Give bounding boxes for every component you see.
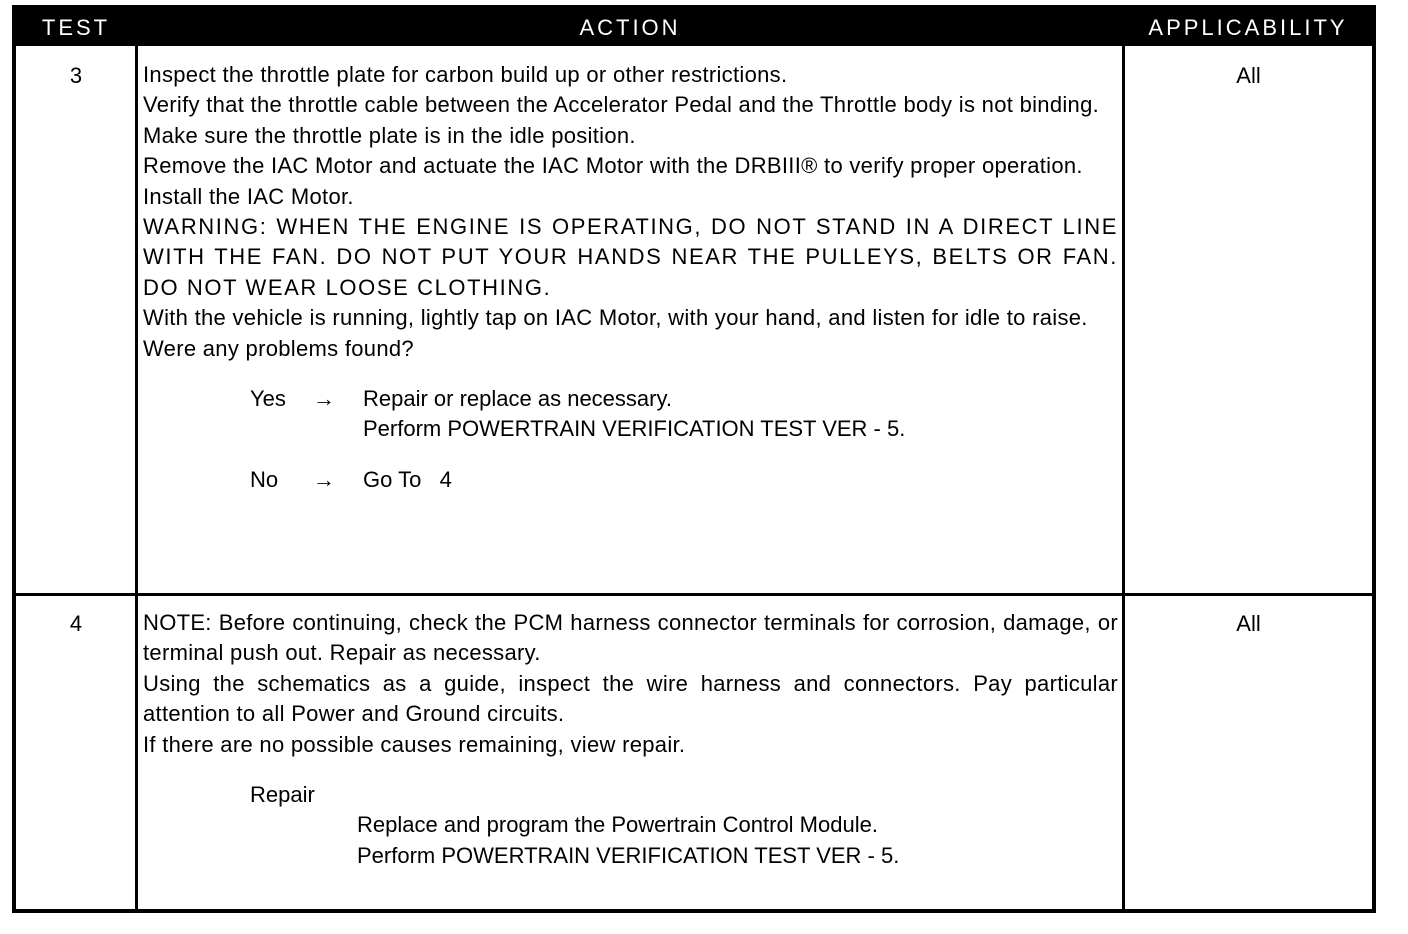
repair-label: Repair bbox=[250, 782, 315, 808]
right-arrow-icon: → bbox=[313, 466, 335, 492]
action-paragraph: With the vehicle is running, lightly tap on IAC Motor, with your hand, and listen for idle to raise. bbox=[143, 305, 1088, 331]
goto-link[interactable]: Go To 4 bbox=[363, 466, 452, 492]
yes-response bbox=[143, 384, 1118, 414]
action-paragraph: Inspect the throttle plate for carbon build up or other restrictions. bbox=[143, 62, 788, 87]
yes-action-line: Perform POWERTRAIN VERIFICATION TEST VER - 5. bbox=[363, 416, 906, 442]
column-divider-test bbox=[135, 46, 138, 909]
row-divider bbox=[16, 593, 1372, 596]
test-number: 4 bbox=[69, 611, 83, 636]
column-divider-applicability bbox=[1122, 46, 1125, 909]
question-paragraph: Were any problems found? bbox=[143, 335, 414, 361]
action-cell bbox=[143, 60, 1118, 495]
header-test: TEST bbox=[41, 15, 111, 40]
warning-paragraph: WARNING: WHEN THE ENGINE IS OPERATING, DO NOT STAND IN A DIRECT LINE WITH THE FAN. DO NOT PUT YOUR HANDS NEAR THE PULLEYS, BELTS OR FAN. DO NOT WEAR LOOSE CLOTHING. bbox=[143, 214, 1118, 300]
note-paragraph: NOTE: Before continuing, check the PCM harness connector terminals for corrosion, damage, or terminal push out. Repair as necessary. bbox=[143, 610, 1118, 666]
diagnostic-table bbox=[12, 5, 1376, 913]
header-applicability: APPLICABILITY bbox=[1148, 15, 1348, 40]
right-arrow-icon: → bbox=[313, 386, 335, 412]
action-paragraph: Make sure the throttle plate is in the idle position. bbox=[143, 122, 636, 148]
repair-line: Replace and program the Powertrain Control Module. bbox=[357, 812, 878, 838]
action-paragraph: Using the schematics as a guide, inspect the wire harness and connectors. Pay particular attention to all Power and Ground circuits. bbox=[143, 670, 1118, 727]
action-paragraph: Install the IAC Motor. bbox=[143, 183, 354, 209]
action-paragraph: If there are no possible causes remaining, view repair. bbox=[143, 731, 686, 757]
test-number: 3 bbox=[69, 63, 83, 88]
yes-label: Yes bbox=[250, 386, 286, 412]
yes-response-continued bbox=[143, 414, 1118, 444]
repair-line: Perform POWERTRAIN VERIFICATION TEST VER - 5. bbox=[357, 842, 900, 868]
action-cell bbox=[143, 608, 1118, 871]
table-header bbox=[16, 9, 1372, 46]
repair-instruction bbox=[143, 810, 1118, 840]
action-paragraph: Remove the IAC Motor and actuate the IAC Motor with the DRBIII® to verify proper operation. bbox=[143, 153, 1083, 179]
applicability-value: All bbox=[1236, 63, 1261, 88]
yes-action-line: Repair or replace as necessary. bbox=[363, 386, 672, 412]
repair-instruction bbox=[143, 841, 1118, 871]
header-action: ACTION bbox=[579, 15, 681, 40]
no-label: No bbox=[250, 466, 279, 492]
action-paragraph: Verify that the throttle cable between the Accelerator Pedal and the Throttle body is not binding. bbox=[143, 92, 1100, 118]
repair-response bbox=[143, 780, 1118, 810]
no-response bbox=[143, 465, 1118, 495]
applicability-value: All bbox=[1236, 611, 1261, 636]
